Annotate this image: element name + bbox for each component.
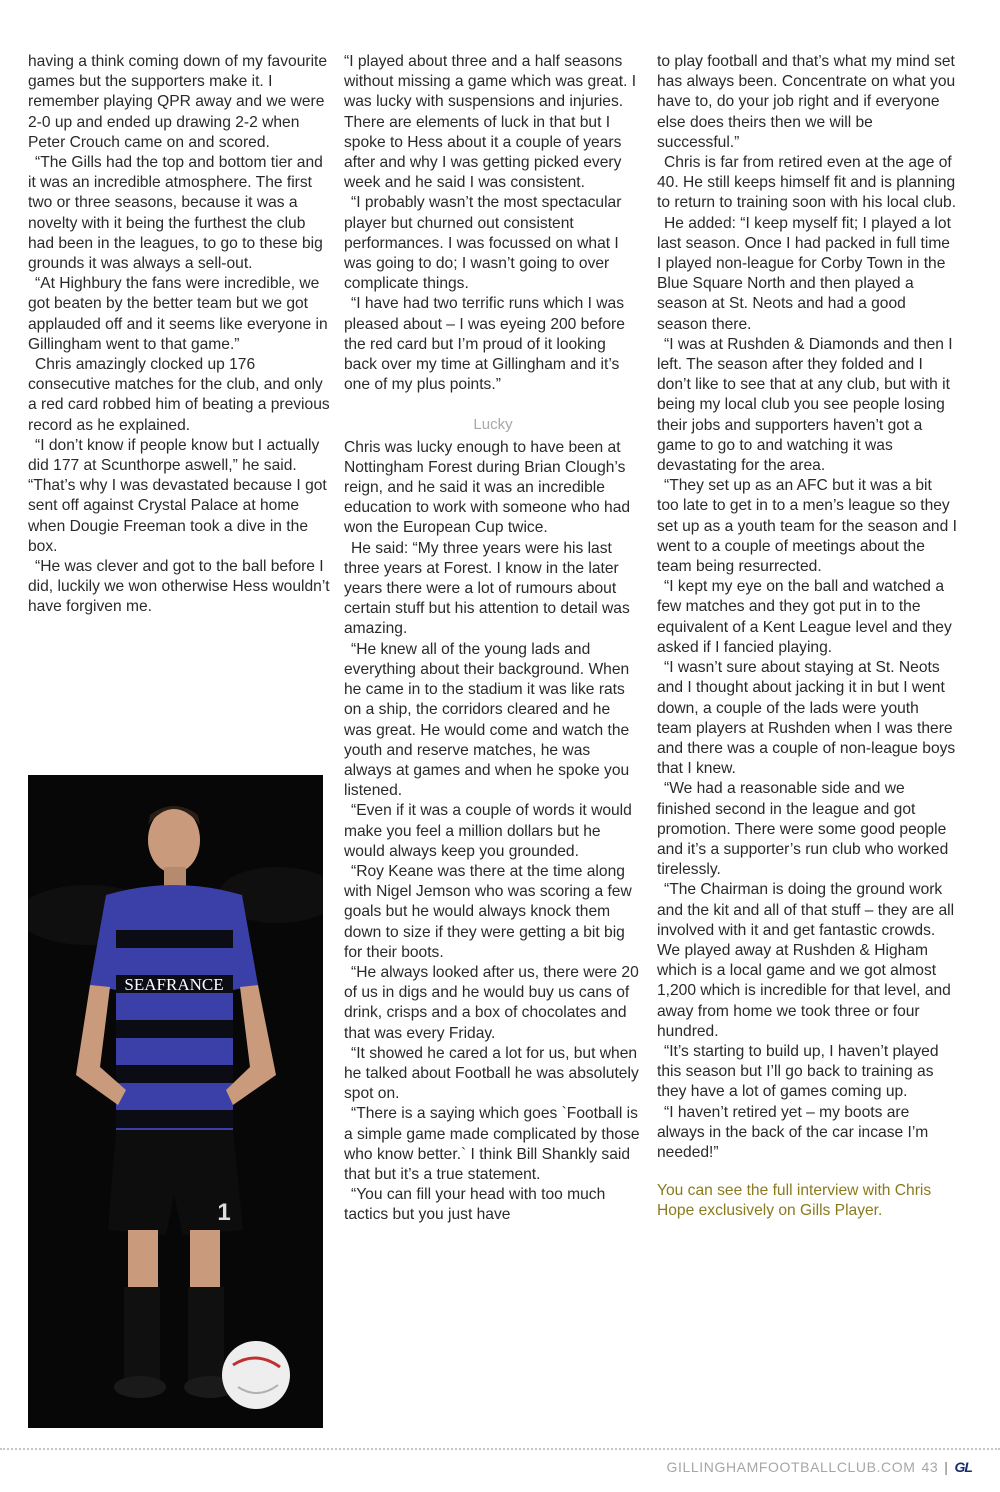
article-paragraph: He said: “My three years were his last three years at Forest. I know in the later years there were a lot of rumours about certain stuff but his attention to detail was amazing. bbox=[344, 539, 630, 638]
article-paragraph: He added: “I keep myself fit; I played a lot last season. Once I had packed in full time I played non-league for Corby Town in the Blue Square North and then played a season at St. Neots and had a good season there. bbox=[657, 214, 951, 333]
shirt-sponsor-text: SEAFRANCE bbox=[124, 975, 224, 994]
article-paragraph: Chris was lucky enough to have been at Nottingham Forest during Brian Clough’s reign, and he said it was an incredible education to work with someone who had won the European Cup twice. bbox=[344, 438, 631, 537]
promo-text: You can see the full interview with Chris Hope exclusively on Gills Player. bbox=[657, 1182, 932, 1220]
article-column-2 bbox=[344, 52, 642, 1226]
article-paragraph: “Roy Keane was there at the time along with Nigel Jemson who was scoring a few goals but he would always knock them down to size if they were getting a bit big for their boots. bbox=[344, 862, 632, 961]
page-footer bbox=[667, 1459, 972, 1475]
player-photo bbox=[28, 775, 323, 1428]
shorts-number-text: 1 bbox=[217, 1199, 231, 1226]
article-paragraph: having a think coming down of my favourite games but the supporters make it. I remember playing QPR away and we were 2-0 up and ended up drawing 2-2 when Peter Crouch came on and scored. bbox=[28, 53, 328, 151]
article-paragraph: “I haven’t retired yet – my boots are always in the back of the car incase I’m needed!” bbox=[657, 1103, 929, 1161]
article-paragraph: “There is a saying which goes `Football is a simple game made complicated by those who know better.` I think Bill Shankly said that but it’s a true statement. bbox=[344, 1105, 640, 1183]
article-paragraph: Chris is far from retired even at the age of 40. He still keeps himself fit and is planning to return to training soon with his local club. bbox=[657, 154, 957, 212]
subheading-lucky: Lucky bbox=[473, 416, 513, 434]
article-paragraph: “At Highbury the fans were incredible, we got beaten by the better team but we got applauded off and it seems like everyone in Gillingham went to that game.” bbox=[28, 275, 328, 353]
article-paragraph: “I probably wasn’t the most spectacular player but churned out consistent performances. I was focussed on what I was going to do; I wasn’t going to over complicate things. bbox=[344, 194, 622, 293]
column-2-after-subhead bbox=[344, 438, 642, 1226]
article-paragraph: “The Gills had the top and bottom tier and it was an incredible atmosphere. The first two or three seasons, because it was a novelty with it being the furthest the club had been in the leagues, to go to these big grounds it was always a sell-out. bbox=[28, 154, 323, 273]
article-paragraph: “It’s starting to build up, I haven’t played this season but I’ll go back to training as they have a lot of games coming up. bbox=[657, 1042, 939, 1101]
footer-separator: | bbox=[944, 1459, 949, 1475]
article-paragraph: “I was at Rushden & Diamonds and then I left. The season after they folded and I don’t like to see that at any club, but with it being my local club you see people losing their jobs and supporters haven’t got a game to go to and watching it was devastating for the area. bbox=[657, 335, 953, 475]
article-paragraph: “I have had two terrific runs which I was pleased about – I was eyeing 200 before the red card but I’m proud of it looking back over my time at Gillingham and it’s one of my plus points.” bbox=[344, 295, 625, 394]
club-logo-icon: GL bbox=[954, 1459, 972, 1475]
article-paragraph: “I don’t know if people know but I actually did 177 at Scunthorpe aswell,” he said. “That’s why I was devastated because I got sent off against Crystal Palace at home when Dougie Freeman took a dive in the box. bbox=[28, 436, 327, 555]
article-paragraph: “He knew all of the young lads and everything about their background. When he came in to the stadium it was like rats on a ship, the corridors cleared and he was great. He would come and watch the youth and reserve matches, he was always at games and when he spoke you listened. bbox=[344, 640, 630, 800]
page-number: 43 bbox=[921, 1459, 939, 1475]
article-paragraph: “It showed he cared a lot for us, but when he talked about Football he was absolutely spot on. bbox=[344, 1044, 639, 1103]
article-paragraph: “I played about three and a half seasons without missing a game which was great. I was lucky with suspensions and injuries. There are elements of luck in that but I spoke to Hess about it a couple of years after and why I was getting picked every week and he said I was consistent. bbox=[344, 53, 637, 192]
article-column-1 bbox=[28, 52, 334, 618]
article-paragraph: “We had a reasonable side and we finished second in the league and got promotion. There were some good people and it’s a supporter’s run club who worked tirelessly. bbox=[657, 780, 949, 879]
article-paragraph: “He was clever and got to the ball before I did, luckily we won otherwise Hess wouldn’t have forgiven me. bbox=[28, 558, 330, 616]
footer-divider bbox=[0, 1448, 1000, 1450]
column-2-before-subhead bbox=[344, 52, 642, 395]
footer-site[interactable]: GILLINGHAMFOOTBALLCLUB.COM bbox=[666, 1459, 916, 1475]
article-paragraph: “He always looked after us, there were 20 of us in digs and he would buy us cans of drink, crisps and a box of chocolates and that was every Friday. bbox=[344, 963, 639, 1042]
column-3-body bbox=[657, 52, 957, 1163]
article-paragraph: “You can fill your head with too much tactics but you just have bbox=[344, 1186, 606, 1224]
article-column-3 bbox=[657, 52, 957, 1222]
article-paragraph: Chris amazingly clocked up 176 consecutive matches for the club, and only a red card robbed him of beating a previous record as he explained. bbox=[28, 356, 330, 434]
article-paragraph: to play football and that’s what my mind set has always been. Concentrate on what you have to, do your job right and if everyone else does theirs then we will be successful.” bbox=[657, 53, 956, 151]
article-paragraph: “The Chairman is doing the ground work and the kit and all of that stuff – they are all involved with it and get fantastic crowds. We played away at Rushden & Higham which is a local game and we got almost 1,200 which is incredible for that level, and away from home we took three or four hundred. bbox=[657, 881, 955, 1040]
article-paragraph: “I kept my eye on the ball and watched a few matches and they got put in to the equivalent of a Kent League level and they asked if I fancied playing. bbox=[657, 578, 952, 656]
article-paragraph: “Even if it was a couple of words it would make you feel a million dollars but he would always keep you grounded. bbox=[344, 802, 632, 860]
article-paragraph: “I wasn’t sure about staying at St. Neots and I thought about jacking it in but I went down, a couple of the lads were youth team players at Rushden when I was there and there was a couple of non-league boys that I knew. bbox=[657, 659, 956, 778]
article-paragraph: “They set up as an AFC but it was a bit too late to get in to a men’s league so they set up as a youth team for the season and I went to a couple of meetings about the team being resurrected. bbox=[657, 477, 957, 576]
player-photo-illustration bbox=[28, 775, 323, 1428]
